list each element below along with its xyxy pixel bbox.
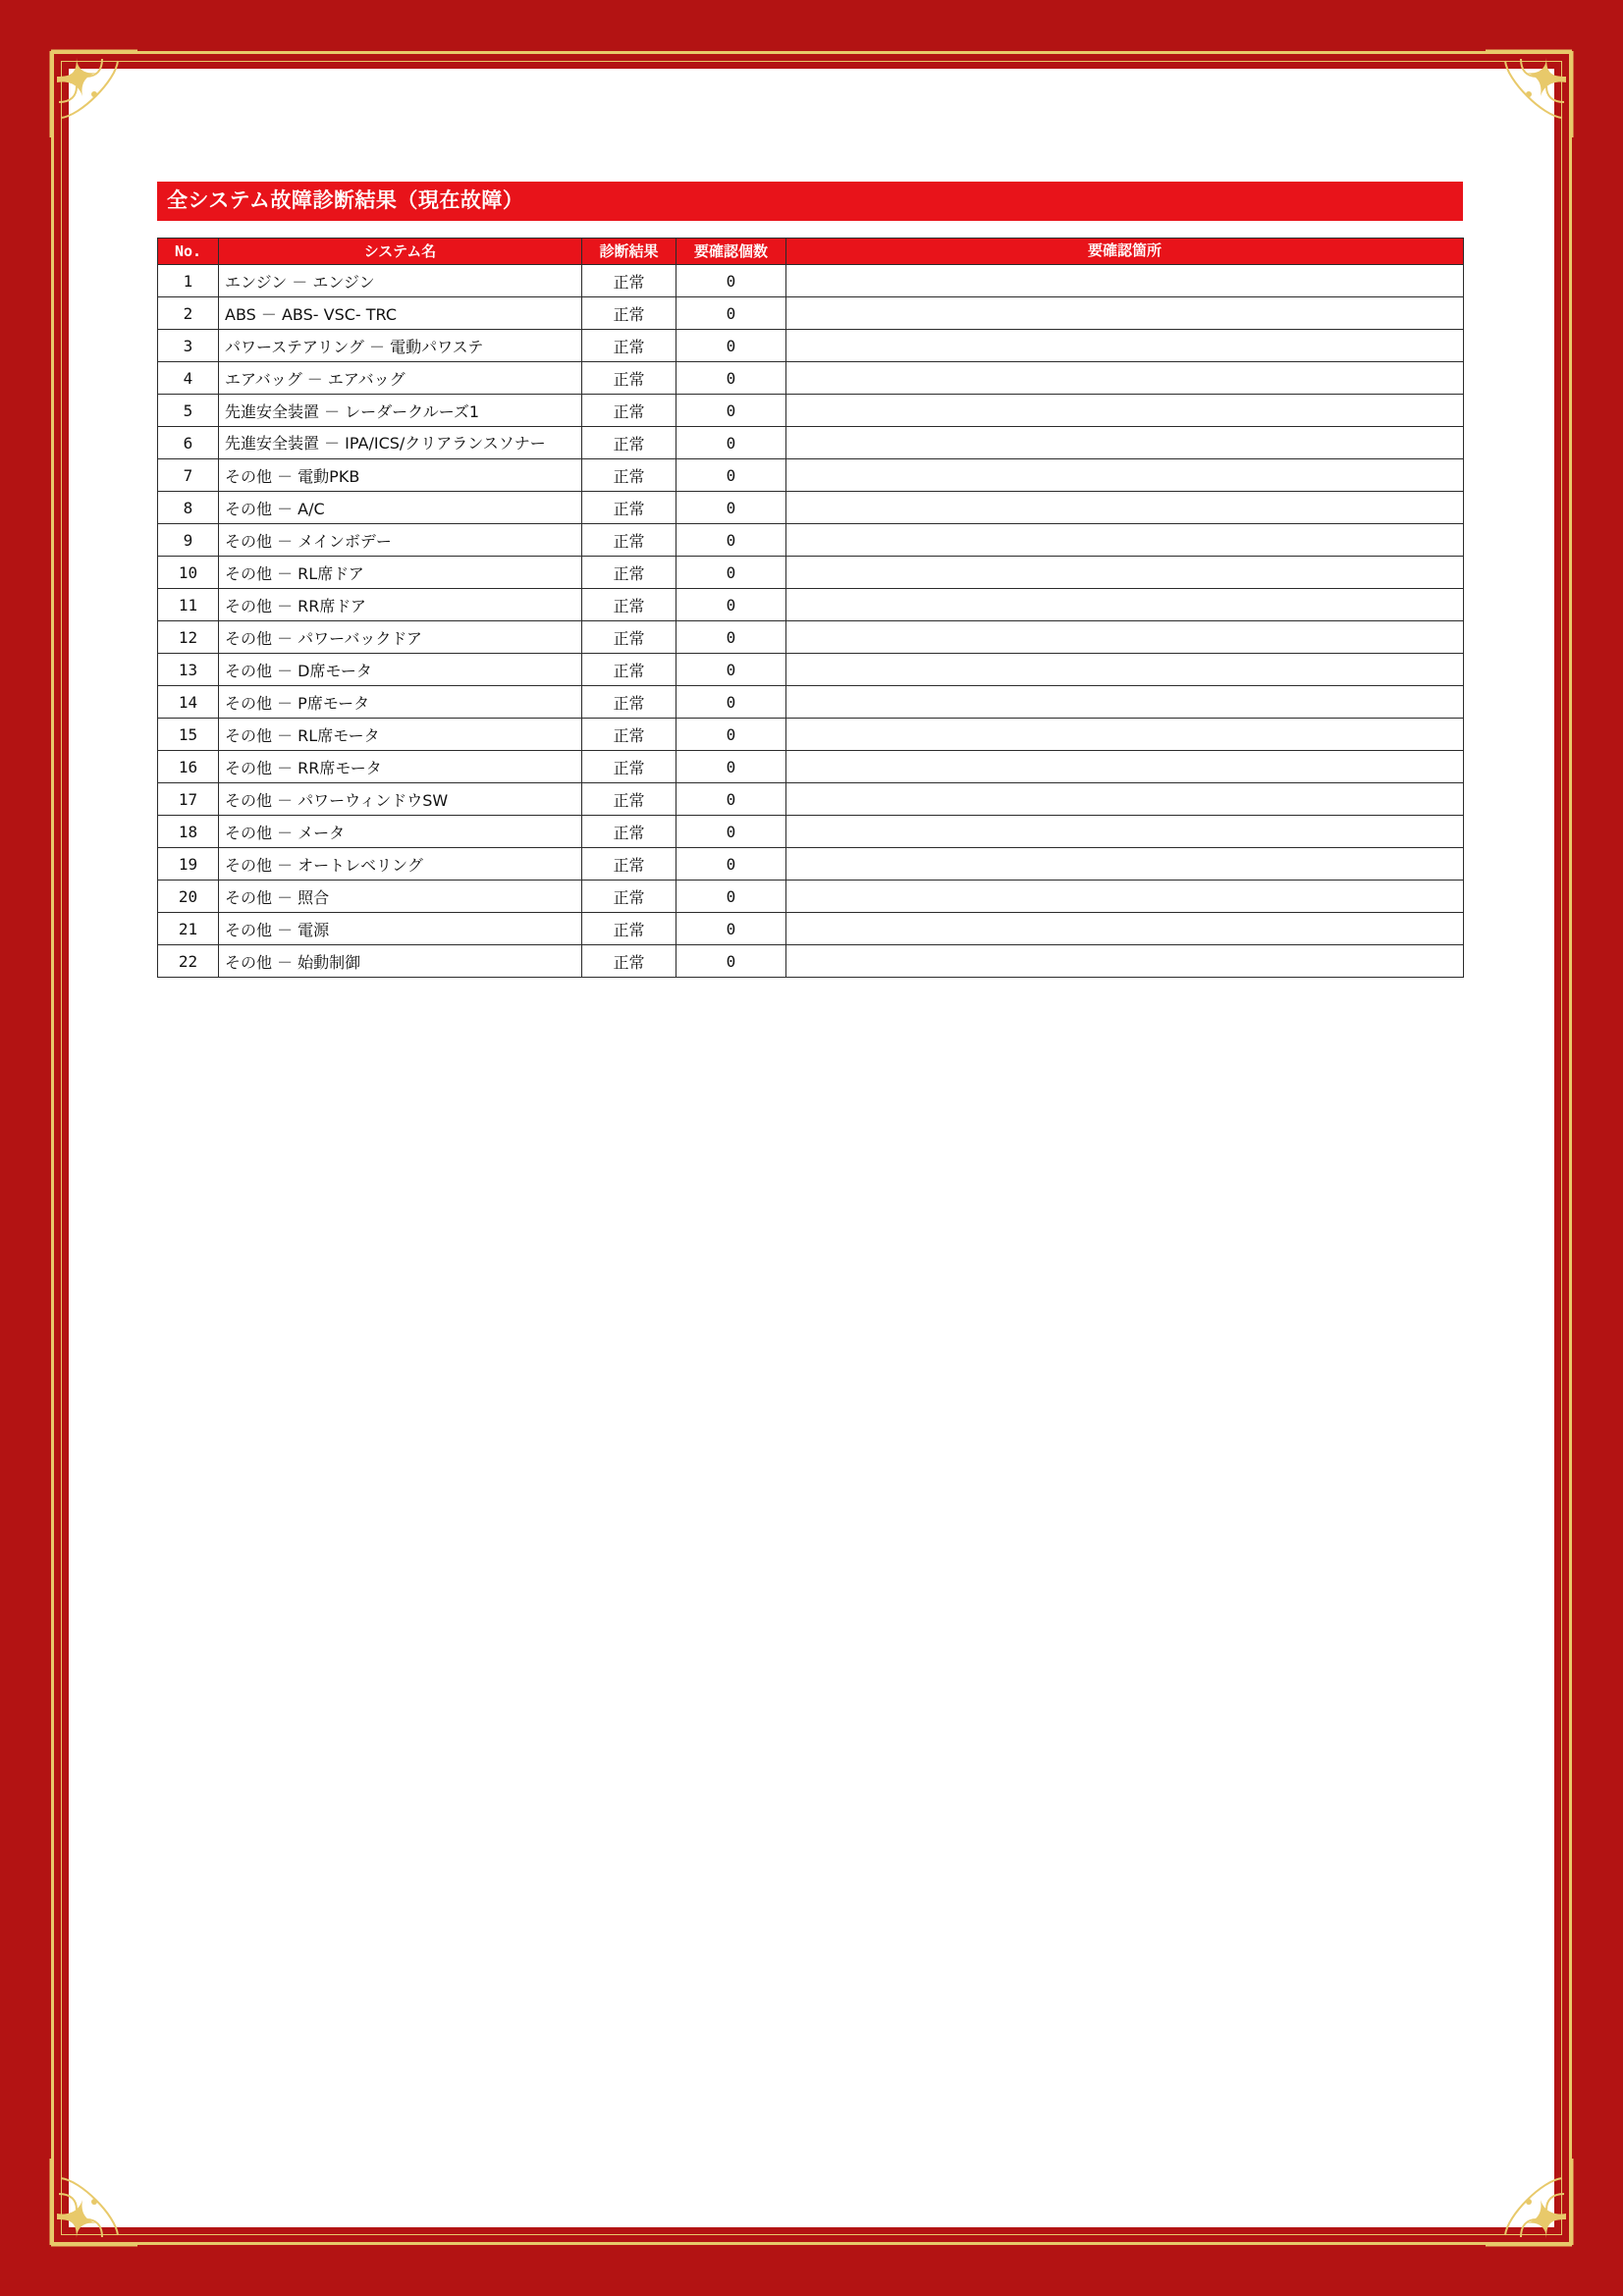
cell-location — [786, 913, 1464, 945]
cell-no: 8 — [158, 492, 219, 524]
cell-result: 正常 — [582, 524, 676, 557]
cell-result: 正常 — [582, 297, 676, 330]
cell-count: 0 — [676, 362, 786, 395]
cell-result: 正常 — [582, 265, 676, 297]
table-row — [158, 524, 1464, 557]
cell-system: その他 － RL席ドア — [219, 557, 582, 589]
cell-no: 12 — [158, 621, 219, 654]
cell-no: 11 — [158, 589, 219, 621]
table-row — [158, 395, 1464, 427]
cell-location — [786, 265, 1464, 297]
table-row — [158, 719, 1464, 751]
cell-system: その他 － RL席モータ — [219, 719, 582, 751]
cell-count: 0 — [676, 751, 786, 783]
cell-location — [786, 881, 1464, 913]
table-row — [158, 654, 1464, 686]
cell-system: その他 － RR席モータ — [219, 751, 582, 783]
cell-count: 0 — [676, 881, 786, 913]
cell-count: 0 — [676, 816, 786, 848]
cell-no: 16 — [158, 751, 219, 783]
cell-system: その他 － パワーバックドア — [219, 621, 582, 654]
cell-system: その他 － 電動PKB — [219, 459, 582, 492]
table-header-row — [158, 239, 1464, 265]
table-row — [158, 427, 1464, 459]
table-row — [158, 265, 1464, 297]
table-row — [158, 751, 1464, 783]
cell-no: 4 — [158, 362, 219, 395]
cell-system-text: 先進安全装置 － IPA/ICS/クリアランスソナー — [225, 433, 546, 453]
cell-location — [786, 783, 1464, 816]
cell-no: 20 — [158, 881, 219, 913]
cell-count: 0 — [676, 524, 786, 557]
cell-count: 0 — [676, 297, 786, 330]
report-content — [157, 182, 1463, 978]
cell-no: 5 — [158, 395, 219, 427]
cell-result: 正常 — [582, 492, 676, 524]
cell-location — [786, 362, 1464, 395]
cell-system: エアバッグ － エアバッグ — [219, 362, 582, 395]
cell-no: 13 — [158, 654, 219, 686]
column-header-no: No. — [158, 239, 219, 265]
table-row — [158, 557, 1464, 589]
cell-location — [786, 395, 1464, 427]
cell-count: 0 — [676, 621, 786, 654]
table-row — [158, 686, 1464, 719]
cell-count: 0 — [676, 589, 786, 621]
table-row — [158, 621, 1464, 654]
cell-system: その他 － オートレベリング — [219, 848, 582, 881]
cell-system — [219, 427, 582, 459]
column-header-system: システム名 — [219, 239, 582, 265]
cell-location — [786, 621, 1464, 654]
cell-system: その他 － メインボデー — [219, 524, 582, 557]
cell-result: 正常 — [582, 848, 676, 881]
cell-system: その他 － パワーウィンドウSW — [219, 783, 582, 816]
cell-result: 正常 — [582, 913, 676, 945]
cell-location — [786, 427, 1464, 459]
cell-count: 0 — [676, 330, 786, 362]
cell-result: 正常 — [582, 881, 676, 913]
cell-count: 0 — [676, 427, 786, 459]
cell-result: 正常 — [582, 459, 676, 492]
cell-result: 正常 — [582, 330, 676, 362]
cell-result: 正常 — [582, 816, 676, 848]
cell-no: 10 — [158, 557, 219, 589]
cell-system: その他 － RR席ドア — [219, 589, 582, 621]
cell-no: 22 — [158, 945, 219, 978]
cell-no: 19 — [158, 848, 219, 881]
diagnostic-results-table — [157, 238, 1464, 978]
cell-count: 0 — [676, 395, 786, 427]
cell-count: 0 — [676, 492, 786, 524]
cell-no: 6 — [158, 427, 219, 459]
table-row — [158, 459, 1464, 492]
column-header-count: 要確認個数 — [676, 239, 786, 265]
cell-result: 正常 — [582, 686, 676, 719]
cell-location — [786, 751, 1464, 783]
cell-location — [786, 492, 1464, 524]
cell-location — [786, 557, 1464, 589]
cell-result: 正常 — [582, 945, 676, 978]
cell-system: ABS － ABS- VSC- TRC — [219, 297, 582, 330]
table-row — [158, 783, 1464, 816]
cell-count: 0 — [676, 459, 786, 492]
table-row — [158, 913, 1464, 945]
table-row — [158, 330, 1464, 362]
cell-system: その他 － 照合 — [219, 881, 582, 913]
cell-count: 0 — [676, 654, 786, 686]
cell-result: 正常 — [582, 427, 676, 459]
cell-result: 正常 — [582, 654, 676, 686]
section-title: 全システム故障診断結果（現在故障） — [157, 182, 1463, 221]
cell-location — [786, 848, 1464, 881]
cell-result: 正常 — [582, 589, 676, 621]
cell-result: 正常 — [582, 751, 676, 783]
cell-count: 0 — [676, 913, 786, 945]
cell-count: 0 — [676, 783, 786, 816]
cell-result: 正常 — [582, 395, 676, 427]
cell-location — [786, 459, 1464, 492]
cell-system: その他 － 始動制御 — [219, 945, 582, 978]
cell-no: 21 — [158, 913, 219, 945]
cell-system: その他 － P席モータ — [219, 686, 582, 719]
cell-location — [786, 719, 1464, 751]
column-header-result: 診断結果 — [582, 239, 676, 265]
table-body — [158, 265, 1464, 978]
cell-location — [786, 816, 1464, 848]
cell-system: 先進安全装置 － レーダークルーズ1 — [219, 395, 582, 427]
cell-system: パワーステアリング － 電動パワステ — [219, 330, 582, 362]
cell-location — [786, 589, 1464, 621]
cell-no: 1 — [158, 265, 219, 297]
cell-result: 正常 — [582, 362, 676, 395]
cell-no: 14 — [158, 686, 219, 719]
cell-count: 0 — [676, 265, 786, 297]
cell-no: 2 — [158, 297, 219, 330]
cell-location — [786, 524, 1464, 557]
table-row — [158, 297, 1464, 330]
cell-count: 0 — [676, 945, 786, 978]
cell-result: 正常 — [582, 783, 676, 816]
cell-result: 正常 — [582, 621, 676, 654]
cell-no: 17 — [158, 783, 219, 816]
cell-system: エンジン － エンジン — [219, 265, 582, 297]
cell-system: その他 － A/C — [219, 492, 582, 524]
cell-count: 0 — [676, 848, 786, 881]
cell-no: 7 — [158, 459, 219, 492]
table-row — [158, 492, 1464, 524]
cell-no: 18 — [158, 816, 219, 848]
cell-no: 15 — [158, 719, 219, 751]
table-row — [158, 945, 1464, 978]
cell-count: 0 — [676, 686, 786, 719]
cell-system: その他 － 電源 — [219, 913, 582, 945]
cell-count: 0 — [676, 719, 786, 751]
cell-location — [786, 654, 1464, 686]
table-row — [158, 589, 1464, 621]
column-header-location: 要確認箇所 — [786, 239, 1464, 265]
cell-system: その他 － D席モータ — [219, 654, 582, 686]
cell-no: 3 — [158, 330, 219, 362]
cell-location — [786, 330, 1464, 362]
table-row — [158, 881, 1464, 913]
cell-no: 9 — [158, 524, 219, 557]
table-row — [158, 362, 1464, 395]
cell-location — [786, 945, 1464, 978]
cell-location — [786, 297, 1464, 330]
cell-result: 正常 — [582, 557, 676, 589]
table-row — [158, 848, 1464, 881]
cell-result: 正常 — [582, 719, 676, 751]
cell-count: 0 — [676, 557, 786, 589]
table-row — [158, 816, 1464, 848]
cell-system: その他 － メータ — [219, 816, 582, 848]
cell-location — [786, 686, 1464, 719]
